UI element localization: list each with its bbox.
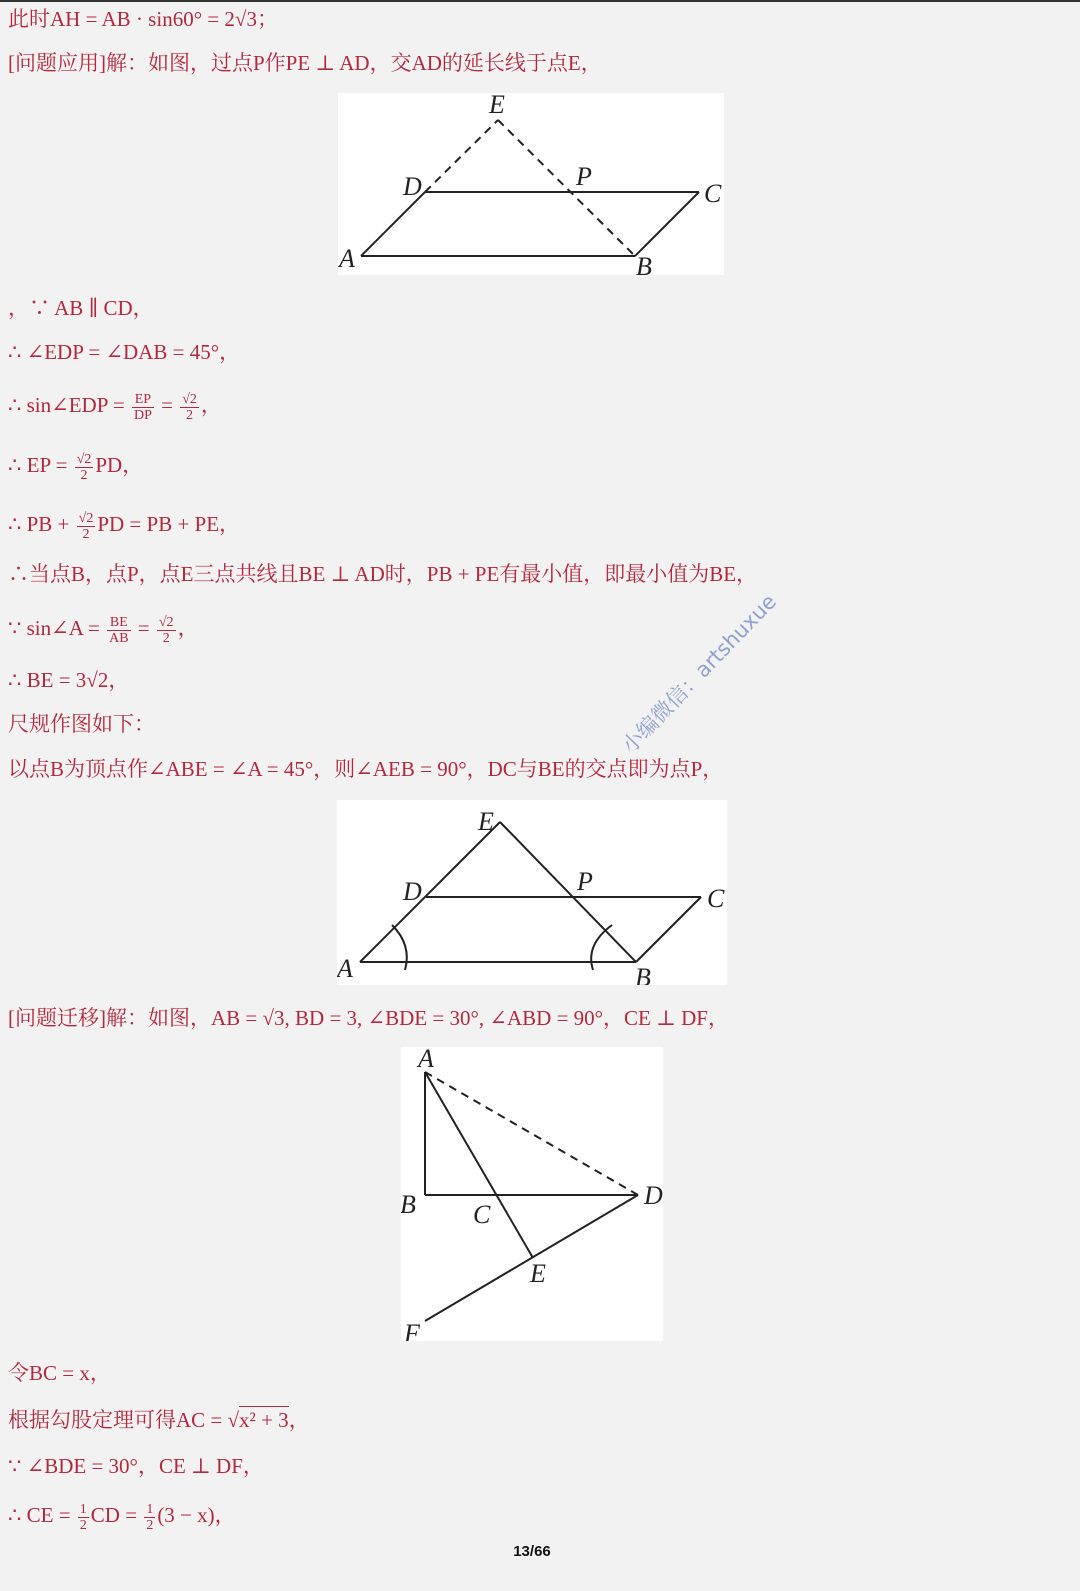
denominator: 2 (79, 1517, 87, 1533)
numerator: √2 (158, 614, 174, 630)
text-line (8, 1501, 236, 1533)
text: ， (200, 393, 222, 417)
text: ∴ CE = (8, 1503, 76, 1527)
text: CD = (90, 1503, 143, 1527)
page-number: 13/66 (513, 1543, 551, 1560)
text-line: [问题迁移]解：如图，AB = √3, BD = 3, ∠BDE = 30°, ∠ABD = 90°，CE ⊥ DF， (8, 1006, 729, 1030)
text-line (8, 1406, 310, 1434)
top-border (0, 0, 1080, 2)
text-line: 令BC = x， (8, 1361, 111, 1385)
text: (3 − x)， (157, 1503, 236, 1527)
text: ∴ PB + (8, 512, 75, 536)
label-E: E (489, 93, 505, 119)
text-line: ∵ ∠BDE = 30°，CE ⊥ DF， (8, 1454, 264, 1478)
text: ， (177, 616, 199, 640)
fraction (78, 1502, 89, 1533)
label-D: D (644, 1181, 663, 1210)
fraction (180, 392, 199, 423)
text: ∴ EP = (8, 453, 73, 477)
label-D: D (403, 172, 422, 201)
text: PD = PB + PE， (97, 512, 241, 536)
label-A: A (339, 244, 355, 273)
text-line: ∴ ∠EDP = ∠DAB = 45°， (8, 340, 241, 364)
text: ∴ sin∠EDP = (8, 393, 130, 417)
text: ， (288, 1408, 310, 1432)
text-line: 此时AH = AB · sin60° = 2√3； (8, 7, 278, 31)
text: PD， (95, 453, 144, 477)
label-C: C (473, 1200, 491, 1229)
label-E: E (530, 1259, 546, 1288)
fraction (132, 392, 154, 423)
label-C: C (704, 179, 722, 208)
label-F: F (404, 1319, 420, 1341)
label-A: A (337, 954, 353, 983)
denominator: 2 (80, 467, 88, 483)
text: = (132, 616, 155, 640)
label-E: E (478, 807, 494, 836)
label-B: B (635, 963, 651, 985)
fraction (157, 615, 176, 646)
watermark: 小编微信：artshuxue (617, 589, 782, 758)
label-A: A (418, 1047, 434, 1073)
label-B: B (401, 1190, 416, 1219)
denominator: AB (109, 630, 129, 646)
fraction (75, 452, 94, 483)
text-line: [问题应用]解：如图，过点P作PE ⊥ AD，交AD的延长线于点E， (8, 51, 602, 75)
numerator: √2 (182, 391, 197, 407)
numerator: EP (132, 392, 154, 408)
figure-parallelogram-1 (338, 93, 724, 275)
fraction (144, 1502, 155, 1533)
text-line: 尺规作图如下： (8, 712, 155, 736)
label-D: D (403, 877, 422, 906)
text-line (8, 451, 143, 483)
denominator: 2 (186, 407, 194, 423)
text: ∵ sin∠A = (8, 616, 106, 640)
denominator: 2 (146, 1517, 154, 1533)
numerator: 1 (79, 1501, 87, 1517)
figure-triangle (401, 1047, 663, 1341)
text-line (8, 614, 199, 646)
text: = (155, 393, 179, 417)
label-P: P (577, 867, 593, 896)
text-line: ∴ BE = 3√2， (8, 668, 130, 692)
numerator: √2 (78, 510, 94, 526)
denominator: 2 (162, 630, 170, 646)
fraction (77, 511, 96, 542)
label-B: B (636, 252, 652, 275)
numerator: BE (107, 615, 130, 631)
fraction (107, 615, 130, 646)
radicand: x² + 3 (239, 1408, 289, 1432)
figure-parallelogram-2 (337, 800, 727, 985)
numerator: 1 (146, 1501, 154, 1517)
label-C: C (707, 884, 725, 913)
text-line (8, 510, 240, 542)
label-P: P (576, 162, 592, 191)
text-line: ，∵ AB ∥ CD， (8, 296, 154, 320)
denominator: DP (133, 407, 152, 423)
text-line: ∴当点B，点P，点E三点共线且BE ⊥ AD时，PB + PE有最小值，即最小值为BE， (8, 562, 758, 586)
text-line: 以点B为顶点作∠ABE = ∠A = 45°，则∠AEB = 90°，DC与BE的交点即为点P， (8, 757, 724, 781)
denominator: 2 (82, 526, 90, 542)
numerator: √2 (76, 451, 92, 467)
text-line (8, 391, 222, 423)
text: 根据勾股定理可得AC = √ (8, 1408, 240, 1432)
